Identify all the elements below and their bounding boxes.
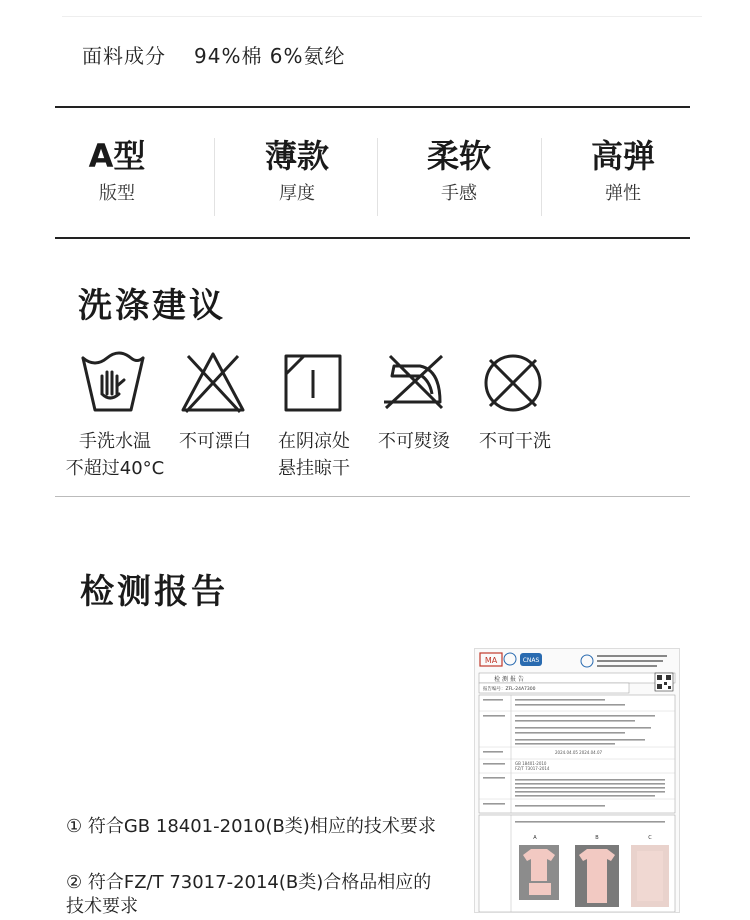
svg-text:FZ/T 73017-2014: FZ/T 73017-2014 (515, 766, 550, 771)
care-label-shade-dry: 在阴凉处 悬挂晾干 (278, 431, 350, 479)
requirement-1: ① 符合GB 18401-2010(B类)相应的技术要求 (66, 816, 436, 837)
top-divider (62, 16, 702, 17)
attr-hand-feel (384, 135, 534, 205)
attr-divider (377, 138, 378, 216)
attr-elasticity-label: 弹性 (605, 183, 641, 204)
care-label-no-dry-clean: 不可干洗 (479, 431, 551, 452)
svg-text:检 测 报 告: 检 测 报 告 (494, 676, 524, 683)
hand-wash-icon (80, 350, 146, 416)
attr-thickness-value: 薄款 (264, 137, 329, 175)
section-rule (55, 237, 690, 239)
care-label-hand-wash: 手洗水温 不超过40°C (65, 431, 165, 479)
report-title: 检测报告 (80, 572, 228, 612)
no-iron-icon (380, 350, 446, 416)
fabric-value: 94%棉 6%氨纶 (194, 44, 346, 68)
attr-divider (214, 138, 215, 216)
section-rule (55, 106, 690, 108)
svg-text:2024.04.05 2024.04.07: 2024.04.05 2024.04.07 (555, 750, 603, 755)
attr-hand-feel-value: 柔软 (426, 137, 491, 175)
svg-text:B: B (595, 835, 599, 841)
sample-photo-a (519, 845, 559, 900)
fabric-composition (82, 40, 346, 69)
attr-thickness-label: 厚度 (279, 183, 315, 204)
sample-photo-b (575, 845, 619, 907)
attr-elasticity-value: 高弹 (590, 137, 655, 175)
section-rule (55, 496, 690, 497)
svg-text:GB 18401-2010: GB 18401-2010 (515, 761, 547, 766)
requirement-2-cont: 技术要求 (66, 896, 138, 917)
ilac-logo (504, 653, 516, 665)
cnas-logo (520, 653, 542, 666)
care-label-no-bleach: 不可漂白 (179, 431, 251, 452)
washing-title: 洗涤建议 (78, 286, 226, 326)
attr-elasticity (548, 135, 698, 205)
care-label-no-iron: 不可熨烫 (378, 431, 450, 452)
attr-fit-label: 版型 (99, 183, 135, 204)
fabric-label: 面料成分 (82, 44, 166, 68)
cma-logo (480, 653, 502, 666)
svg-text:MA: MA (484, 656, 498, 665)
shade-dry-icon (280, 350, 346, 416)
attr-thickness (222, 135, 372, 205)
no-dry-clean-icon (480, 350, 546, 416)
attr-fit (42, 135, 192, 205)
svg-text:CNAS: CNAS (522, 657, 540, 664)
svg-text:C: C (648, 835, 652, 841)
no-bleach-icon (180, 350, 246, 416)
sample-photo-c (631, 845, 669, 907)
lab-seal-logo (581, 655, 593, 667)
svg-text:A: A (533, 835, 537, 841)
test-report-certificate (474, 648, 680, 913)
svg-text:报告编号：ZFL-24A7300: 报告编号：ZFL-24A7300 (483, 687, 536, 692)
requirement-2: ② 符合FZ/T 73017-2014(B类)合格品相应的 (66, 872, 432, 893)
attr-divider (541, 138, 542, 216)
attr-hand-feel-label: 手感 (441, 183, 477, 204)
attr-fit-value: A型 (88, 137, 146, 175)
